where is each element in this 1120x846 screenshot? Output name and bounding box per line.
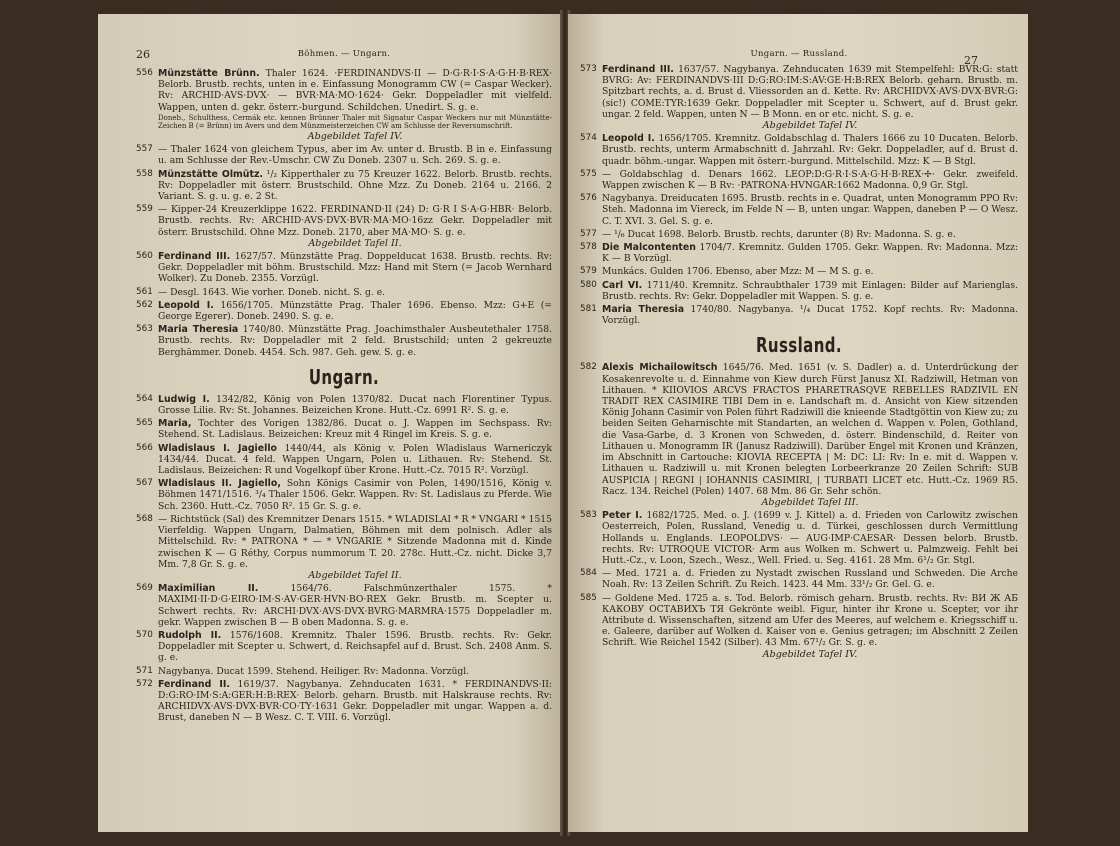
right-running-title: Ungarn. — Russland. (750, 49, 848, 59)
right-entries-top (580, 64, 1018, 326)
lot-description: 1740/80. Nagybanya. ¹/₄ Ducat 1752. Kopf rechts. Rv: Madonna. Vorzügl. (602, 304, 1018, 327)
left-page-number: 26 (136, 48, 150, 61)
ruler-name: Münzstätte Brünn. (158, 68, 260, 79)
lot-entry (580, 193, 1018, 227)
lot-description: 1637/57. Nagybanya. Zehnducaten 1639 mit Stempelfehl: BVR:G: statt BVRG: Av: FERDINANDVS·III D:G:RO:IM:S:AV:GE·H:B:REX Belorb. geharn. Brustb. m. Spitzbart rechts, a. d. Brust d. Vliessorden an d. Kette. Rv: ARCHIDVX·AVS·DVX·BVR:G: (sic!) COME:TYR:1639 Gekr. Doppeladler mit Scepter u. Schwert, auf d. Brust gekr. ungar. 2 feld. Wappen, unten N — B Monn. en or etc. nicht. S. g. e. (602, 64, 1018, 120)
plate-reference: Abgebildet Tafel II. (308, 569, 402, 581)
lot-description: 1656/1705. Münzstätte Prag. Thaler 1696. Ebenso. Mzz: G+E (= George Egerer). Doneb. 2490. S. g. e. (158, 299, 552, 323)
lot-number: 579 (580, 266, 597, 277)
plate-reference: Abgebildet Tafel III. (761, 496, 859, 508)
lot-number: 557 (136, 144, 153, 155)
lot-number: 583 (580, 510, 597, 521)
plate-reference: Abgebildet Tafel II. (308, 237, 402, 249)
lot-description: 1627/57. Münzstätte Prag. Doppelducat 1638. Brustb. rechts. Rv: Gekr. Doppeladler mit böhm. Brustschild. Mzz: Hand mit Stern (= Jacob Wernhard Wolker). Zu Doneb. 2355. Vorzügl. (158, 251, 553, 285)
lot-description: 1740/80. Münzstätte Prag. Joachimsthaler Ausbeutethaler 1758. Brustb. rechts. Rv: Doppeladler mit 2 feld. Brustschild; unten 2 gekreuzte Berghämmer. Doneb. 4454. Sch. 987. Geh. gew. S. g. e. (158, 324, 553, 358)
lot-entry (136, 478, 552, 512)
lot-number: 578 (580, 242, 597, 253)
lot-description: 1704/7. Kremnitz. Gulden 1705. Gekr. Wappen. Rv: Madonna. Mzz: K — B Vorzügl. (602, 242, 1019, 265)
lot-entry (136, 169, 552, 203)
lot-description: — Goldene Med. 1725 a. s. Tod. Belorb. römisch geharn. Brustb. rechts. Rv: ВИ Ж АБ КАКОВУ ОСТАВИХЪ ТЯ Gekrönte weibl. Figur, hinter ihr Krone u. Scepter, vor ihr Attribute d. Wissenschaften, sitzend am Ufer des Meeres, auf welchem e. Kriegsschiff u. e. Galeere, darüber auf Wolken d. Kaiser von e. Genius getragen; im Abschnitt 2 Zeilen Schrift. Wie Reichel 1542 (Silber). 43 Mm. 67¹/₂ Gr. S. g. e. (602, 592, 1018, 649)
lot-description: 1682/1725. Med. o. J. (1699 v. J. Kittel) a. d. Frieden von Carlowitz zwischen Oesterreich, Polen, Russland, Venedig u. d. Türkei, geschlossen durch Vermittlung Hollands u. Englands. LEOPOLDVS· — AUG·IMP·CAESAR· Dessen belorb. Brustb. rechts. Rv: UTROQUE VICTOR· Arm aus Wolken m. Schwert u. Palmzweig. Fehlt bei Hutt.-Cz., v. Loon, Szech., Wesz., Well. Fried. u. Seg. 4161. 28 Mm. 6¹/₂ Gr. Stgl. (602, 510, 1018, 566)
ruler-name: Peter I. (602, 510, 643, 522)
lot-number: 577 (580, 228, 597, 239)
lot-entry (580, 64, 1018, 131)
ruler-name: Ferdinand II. (158, 678, 230, 690)
lot-entry (580, 133, 1018, 167)
lot-entry (136, 394, 552, 416)
ruler-name: Maria Theresia (158, 324, 239, 336)
lot-entry (580, 568, 1018, 590)
lot-number: 585 (580, 592, 597, 603)
lot-description: Tochter des Vorigen 1382/86. Ducat o. J. Wappen im Sechspass. Rv: Stehend. St. Ladislaus. Beizeichen: Kreuz mit 4 Ringel im Kreis. S. g. e. (158, 418, 552, 441)
lot-number: 573 (580, 64, 597, 74)
lot-description: — Med. 1721 a. d. Frieden zu Nystadt zwischen Russland und Schweden. Die Arche Noah. Rv: 13 Zeilen Schrift. Zu Reich. 1423. 44 Mm. 33¹/₂ Gr. Gel. G. e. (602, 568, 1018, 591)
ruler-name: Leopold I. (158, 299, 214, 311)
lot-description: 1711/40. Kremnitz. Schraubthaler 1739 mit Einlagen: Bilder auf Marienglas. Brustb. rechts. Rv: Gekr. Doppeladler mit Wappen. S. g. e. (602, 279, 1018, 302)
lot-description: — Richtstück (Sal) des Kremnitzer Denars 1515. * WLADISLAI * R * VNGARI * 1515 Vierfeldig. Wappen Ungarn, Dalmatien, Böhmen mit dem polnisch. Adler als Mittelschild. Rv: * PATRONA * — * VNGARIE * Sitzende Madonna mit d. Kinde zwischen K — G Réthy, Corpus nummorum T. 20. 278c. Hutt.-Cz. nicht. Dicke 3,7 Mm. 7,8 Gr. S. g. e. (158, 513, 552, 570)
lot-number: 564 (136, 393, 153, 404)
lot-footnote: Doneb., Schulthess, Cermák etc. kennen Brünner Thaler mit Signatur Caspar Weckers nur mit Münzstätte-Zeichen B (= Brünn) im Avers und dem Münzmeisterzeichen CW am Schlusse der Reversumschrift. (158, 113, 552, 131)
ruler-name: Ferdinand III. (158, 251, 231, 263)
lot-description: — Desgl. 1643. Wie vorher. Doneb. nicht. S. g. e. (158, 286, 386, 298)
ruler-name: Wladislaus II. Jagiello, (158, 478, 281, 490)
lot-entry (136, 324, 552, 358)
lot-number: 570 (136, 629, 153, 640)
ruler-name: Maria, (158, 418, 192, 430)
ruler-name: Maria Theresia (602, 304, 685, 316)
plate-reference: Abgebildet Tafel IV. (307, 131, 403, 142)
lot-entry (580, 242, 1018, 264)
lot-number: 561 (136, 286, 153, 297)
left-running-title: Böhmen. — Ungarn. (297, 49, 391, 59)
lot-entry (580, 304, 1018, 326)
lot-number: 584 (580, 568, 597, 579)
lot-number: 582 (580, 362, 597, 373)
section-title-ungarn: Ungarn. (308, 364, 380, 390)
plate-reference: Abgebildet Tafel IV. (762, 648, 858, 660)
ruler-name: Münzstätte Olmütz. (158, 168, 263, 180)
lot-entry (136, 679, 552, 724)
lot-entry (136, 418, 552, 440)
lot-description: 1656/1705. Kremnitz. Goldabschlag d. Thalers 1666 zu 10 Ducaten. Belorb. Brustb. rechts, unterm Armabschnitt d. Jahrzahl. Rv: Gekr. Doppeladler, auf d. Brust d. quadr. böhm.-ungar. Wappen mit österr.-burgund. Mittelschild. Mzz: K — B Stgl. (602, 133, 1018, 167)
left-running-head (136, 44, 552, 64)
lot-description: — Kipper-24 Kreuzerklippe 1622. FERDINAND·II (24) D: G·R I S·A·G·HBR· Belorb. Brustb. rechts. Rv: ARCHID·AVS·DVX·BVR·MA·MO·16zz Gekr. Doppeladler mit österr. Brustschild. Ohne Mzz. Doneb. 2170, aber MA·MO· S. g. e. (158, 204, 552, 238)
lot-description: Thaler 1624. ·FERDINANDVS·II — D·G·R·I·S·A·G·H·B·REX· Belorb. Brustb. rechts, unten in e. Einfassung Monogramm CW (= Caspar Wecker). Rv: ARCHID·AVS·DVX· — BVR·MA·MO·1624· Gekr. Doppeladler mit vielfeld. Wappen, unten d. gekr. österr.-burgund. Schildchen. Unedirt. S. g. e. (158, 68, 552, 113)
lot-number: 556 (136, 68, 153, 78)
lot-entry (136, 583, 552, 628)
lot-description: 1440/44, als König v. Polen Wladislaus Warnericzyk 1434/44. Ducat. 4 feld. Wappen Ungarn, Polen u. Lithauen. Rv: Stehend. St. Ladislaus. Beizeichen: R und Vogelkopf über Krone. Hutt.-Cz. 7015 R². Vorzügl. (158, 442, 552, 477)
lot-number: 566 (136, 442, 153, 453)
ruler-name: Rudolph II. (158, 629, 222, 641)
right-page-number: 27 (964, 54, 978, 67)
ruler-name: Die Malcontenten (602, 242, 696, 254)
lot-number: 559 (136, 204, 153, 215)
left-entries-top (136, 68, 552, 358)
lot-entry (580, 266, 1018, 277)
lot-number: 575 (580, 168, 597, 179)
lot-description: Nagybanya. Dreiducaten 1695. Brustb. rechts in e. Quadrat, unten Monogramm PPO Rv: Steh. Madonna im Viereck, im Felde N — B, unten ungar. Wappen, daneben P — O Wesz. C. T. XVI. 3. Gel. S. g. e. (602, 193, 1018, 227)
lot-description: 1576/1608. Kremnitz. Thaler 1596. Brustb. rechts. Rv: Gekr. Doppeladler mit Scepter u. Schwert, d. Reichsapfel auf d. Brust. Sch. 2408 Anm. S. g. e. (158, 629, 552, 664)
lot-description: — Thaler 1624 von gleichem Typus, aber im Av. unter d. Brustb. B in e. Einfassung u. am Schlusse der Rev.-Umschr. CW Zu Doneb. 2307 u. Sch. 269. S. g. e. (158, 144, 552, 167)
left-page (98, 14, 562, 832)
lot-entry (136, 287, 552, 298)
lot-number: 563 (136, 324, 153, 335)
lot-entry (136, 443, 552, 477)
lot-number: 581 (580, 304, 597, 315)
lot-entry (136, 144, 552, 166)
lot-description: 1619/37. Nagybanya. Zehnducaten 1631. * FERDINANDVS·II: D:G:RO·IM·S:A:GER:H:B:REX· Belorb. geharn. Brustb. mit Halskrause rechts. Rv: ARCHIDVX·AVS·DVX·BVR·CO·TY·1631 Gekr. Doppeladler mit ungar. Wappen a. d. Brust, daneben N — B Wesz. C. T. VIII. 6. Vorzügl. (158, 678, 552, 724)
lot-description: 1645/76. Med. 1651 (v. S. Dadler) a. d. Unterdrückung der Kosakenrevolte u. d. Einnahme von Kiew durch Fürst Janusz XI. Radziwill, Hetman von Lithauen. * KIIOVIOS ARCVS FRACTOS PHARETRASQVE REBELLES RADZIVIL EN TRADIT REX CASIMIRE TIBI Dem in e. Landschaft m. d. Ansicht von Kiew sitzenden König Johann Casimir von Polen führt Radziwill die knieende Stadtgöttin von Kiew zu; zu beiden Seiten Geharnischte mit Standarten, an welchen d. Wappen v. Polen, Gothland, die Vasa-Garbe, d. 3 Kronen von Schweden, d. österr. Bindenschild, d. Reiter von Lithauen u. Monogramm IR (Janusz Radziwill). Darüber Engel mit Kronen und Kränzen, im Abschnitt in Cartouche: KIOVIA RECEPTA | M: DC: LI: Rv: In e. mit d. Wappen v. Lithauen u. Radziwill u. mit Kronen belegten Lorbeerkranze 20 Zeilen Schrift: SUB AUSPICIA | REGNI | IOHANNIS CASIMIRI, | TURBATI LICET etc. Hutt.-Cz. 1969 R5. Racz. 134. Reichel (Polen) 1407. 68 Mm. 86 Gr. Sehr schön. (602, 362, 1018, 497)
lot-entry (136, 251, 552, 285)
lot-entry (136, 204, 552, 249)
lot-number: 576 (580, 193, 597, 204)
ruler-name: Maximilian II. (158, 583, 259, 595)
lot-entry (580, 362, 1018, 508)
ruler-name: Alexis Michailowitsch (602, 362, 718, 374)
lot-entry (580, 593, 1018, 660)
lot-number: 572 (136, 678, 153, 689)
ruler-name: Ludwig I. (158, 393, 210, 405)
right-running-head (580, 44, 1018, 67)
lot-description: ¹/₂ Kipperthaler zu 75 Kreuzer 1622. Belorb. Brustb. rechts. Rv: Doppeladler mit österr. Brustschild. Ohne Mzz. Zu Doneb. 2164 u. 2166. 2 Variant. S. g. u. g. e. 2 St. (158, 168, 553, 203)
lot-number: 571 (136, 665, 153, 676)
lot-entry (136, 666, 552, 677)
lot-entry (580, 280, 1018, 302)
lot-number: 574 (580, 133, 597, 144)
lot-number: 565 (136, 418, 153, 429)
lot-entry (580, 169, 1018, 191)
lot-entry (580, 510, 1018, 566)
lot-entry (136, 514, 552, 581)
lot-entry (136, 300, 552, 322)
ruler-name: Ferdinand III. (602, 64, 674, 75)
lot-number: 567 (136, 478, 153, 489)
right-page (568, 14, 1028, 832)
lot-description: — Goldabschlag d. Denars 1662. LEOP:D:G·R·I·S·A·G·H·B·REX·✢· Gekr. zweifeld. Wappen zwischen K — B Rv: ·PATRONA·HVNGAR:1662 Madonna. 0,9 Gr. Stgl. (602, 168, 1018, 192)
lot-entry (580, 229, 1018, 240)
lot-description: 1342/82, König von Polen 1370/82. Ducat nach Florentiner Typus. Grosse Lilie. Rv: St. Johannes. Beizeichen Krone. Hutt.-Cz. 6991 R². S. g. e. (158, 393, 552, 417)
lot-number: 558 (136, 168, 153, 179)
lot-number: 560 (136, 251, 153, 262)
lot-description: Nagybanya. Ducat 1599. Stehend. Heiliger. Rv: Madonna. Vorzügl. (158, 665, 470, 677)
left-entries-bottom (136, 394, 552, 724)
lot-entry (136, 630, 552, 664)
lot-number: 580 (580, 279, 597, 290)
right-entries-bottom (580, 362, 1018, 659)
plate-reference: Abgebildet Tafel IV. (762, 120, 858, 132)
lot-description: Munkács. Gulden 1706. Ebenso, aber Mzz: M — M S. g. e. (602, 266, 874, 278)
lot-number: 569 (136, 583, 153, 594)
lot-description: Sohn Königs Casimir von Polen, 1490/1516, König v. Böhmen 1471/1516. ³/₄ Thaler 1506. Gekr. Wappen. Rv: St. Ladislaus zu Pferde. Wie Sch. 2360. Hutt.-Cz. 7050 R². 15 Gr. S. g. e. (158, 478, 553, 512)
lot-description: — ¹/₆ Ducat 1698. Belorb. Brustb. rechts, darunter (8) Rv: Madonna. S. g. e. (602, 228, 956, 240)
ruler-name: Wladislaus I. Jagiello (158, 442, 277, 454)
ruler-name: Carl VI. (602, 279, 643, 291)
lot-entry (136, 68, 552, 142)
lot-number: 568 (136, 513, 153, 524)
lot-description: 1564/76. Falschmünzerthaler 1575. * MAXIMI·II·D·G·EIRO·IM·S·AV·GER·HVN·BO·REX Gekr. Brustb. m. Scepter u. Schwert rechts. Rv: ARCHI·DVX·AVS·DVX·BVRG·MARMRA·1575 Doppeladler m. gekr. Wappen zwischen B — B oben Madonna. S. g. e. (158, 583, 552, 628)
lot-number: 562 (136, 299, 153, 310)
section-title-russland: Russland. (755, 333, 843, 358)
ruler-name: Leopold I. (602, 133, 655, 145)
